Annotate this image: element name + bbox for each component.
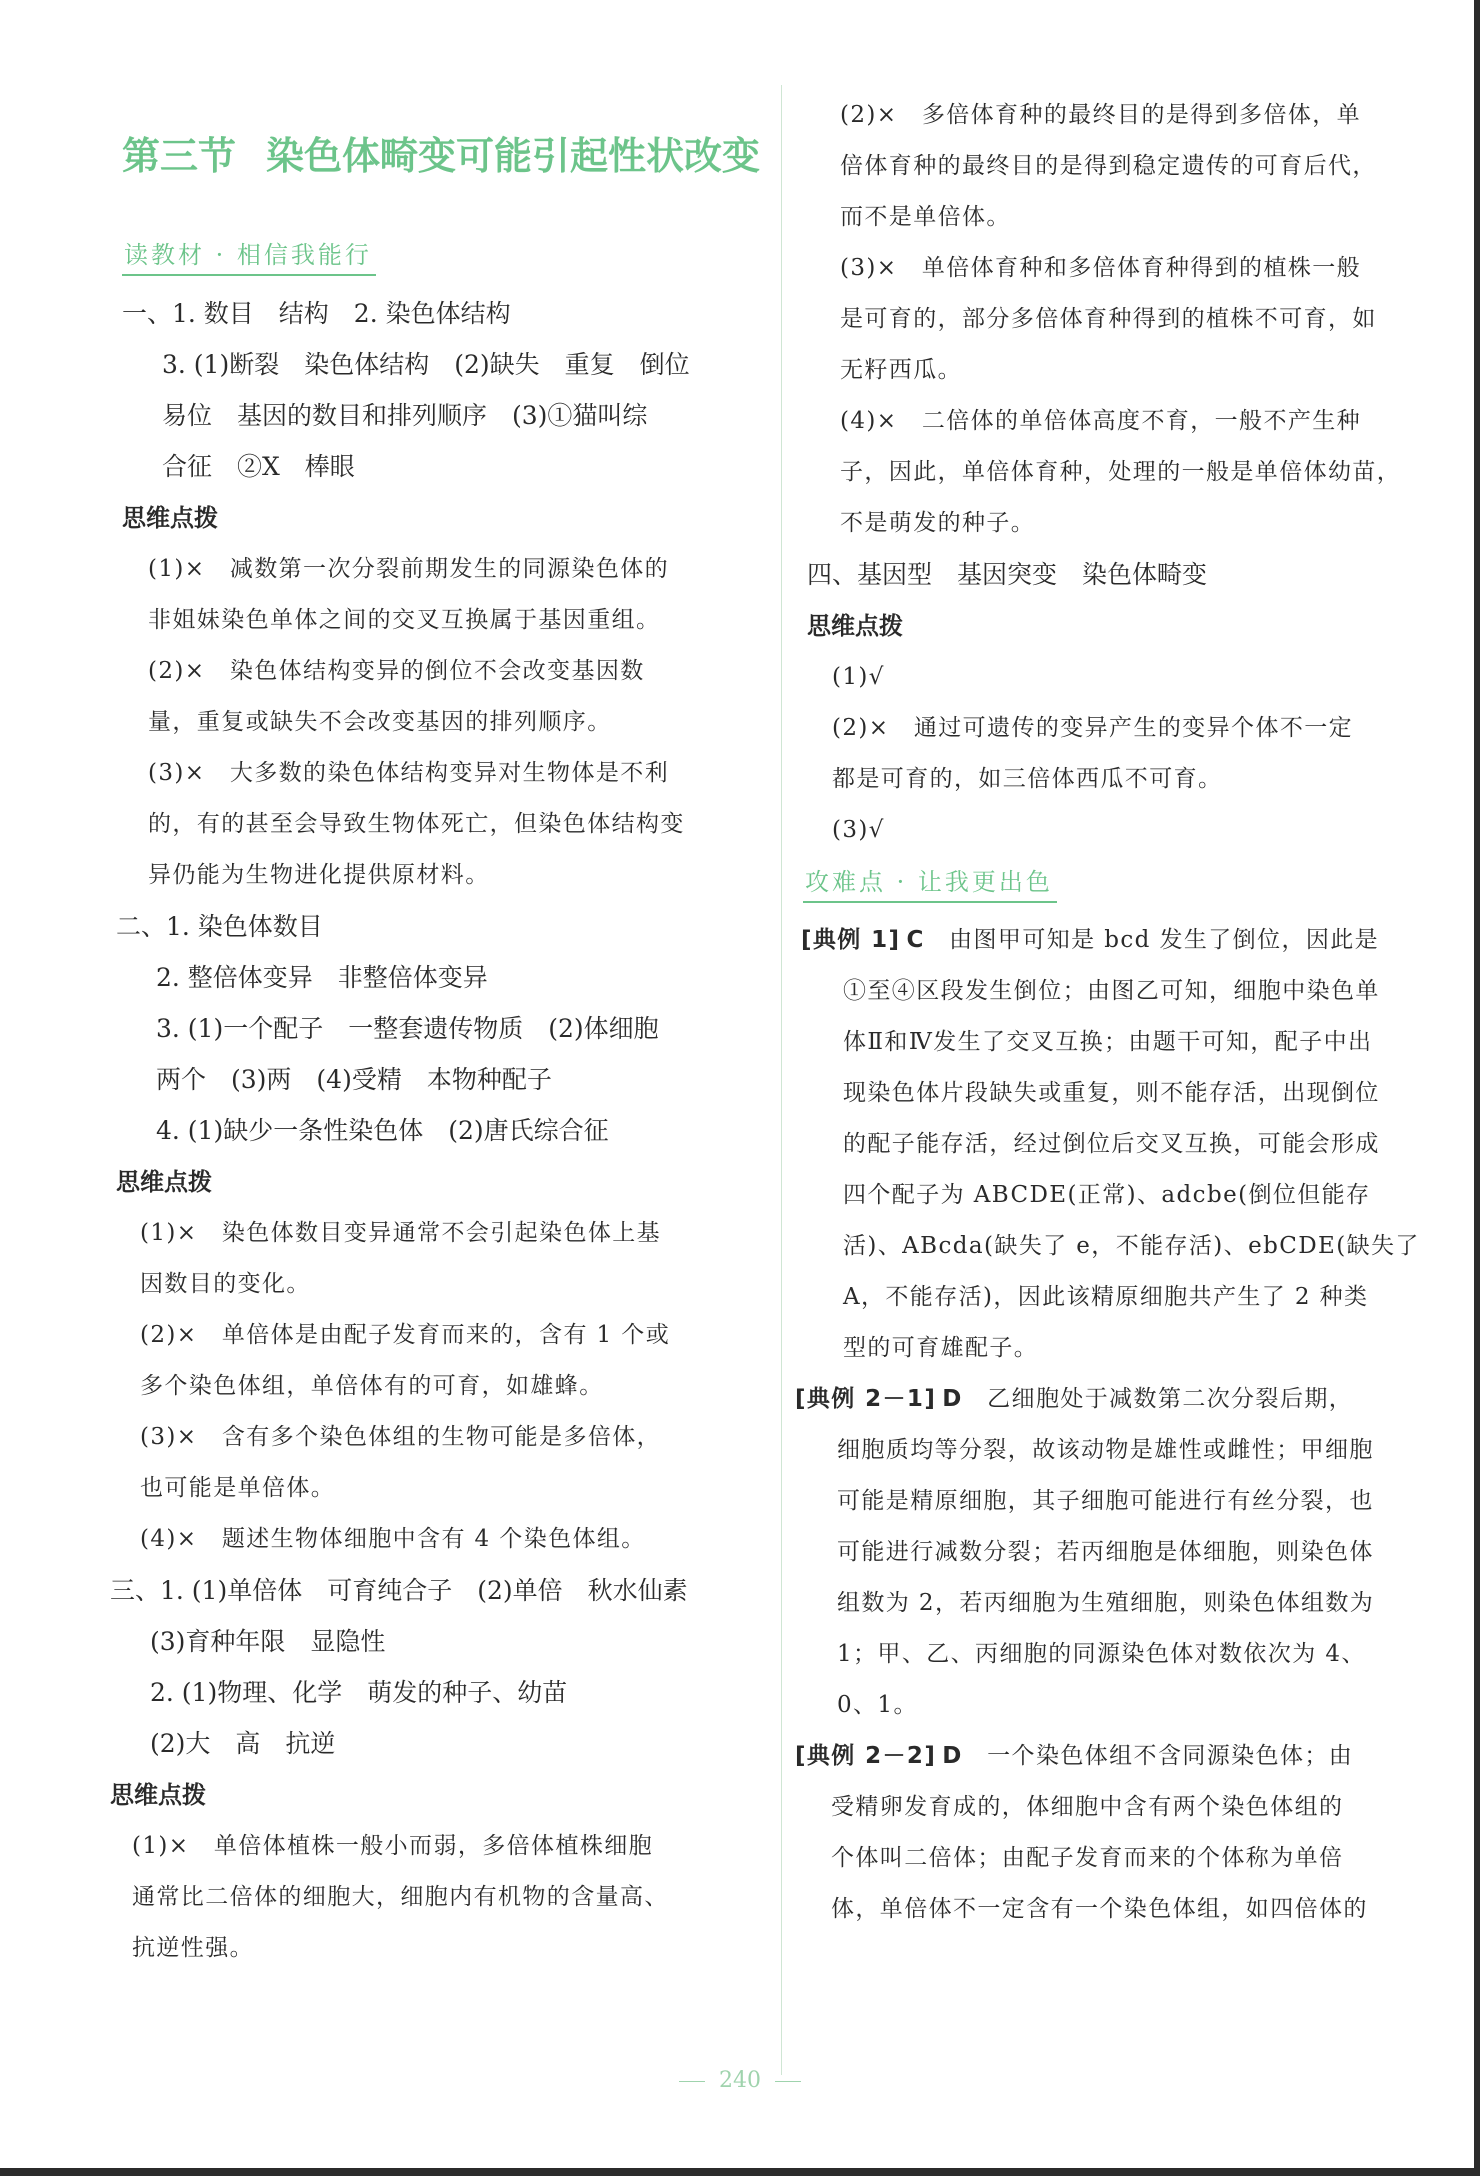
text-line: (1)√ <box>832 664 885 690</box>
text-line: 多个染色体组，单倍体有的可育，如雄蜂。 <box>140 1373 604 1399</box>
text-line: (3)× 大多数的染色体结构变异对生物体是不利 <box>148 760 670 786</box>
example-text: 由图甲可知是 bcd 发生了倒位，因此是 <box>924 927 1380 953</box>
text-line: 的配子能存活，经过倒位后交叉互换，可能会形成 <box>843 1131 1380 1157</box>
example-answer-letter: D <box>942 1743 963 1769</box>
text-line: 倍体育种的最终目的是得到稳定遗传的可育后代， <box>840 153 1377 179</box>
text-line: 非姐妹染色单体之间的交叉互换属于基因重组。 <box>148 607 661 633</box>
column-divider <box>781 85 782 2075</box>
text-line: 四、基因型 基因突变 染色体畸变 <box>807 560 1208 589</box>
text-line: (2)× 染色体结构变异的倒位不会改变基因数 <box>148 658 645 684</box>
example-text: 乙细胞处于减数第二次分裂后期， <box>962 1386 1354 1412</box>
text-line: 异仍能为生物进化提供原材料。 <box>148 862 490 888</box>
text-line: 受精卵发育成的，体细胞中含有两个染色体组的 <box>831 1794 1344 1820</box>
section-title <box>122 125 760 180</box>
text-line: 是可育的，部分多倍体育种得到的植株不可育，如 <box>840 306 1377 332</box>
text-line: 4. (1)缺少一条性染色体 (2)唐氏综合征 <box>156 1116 609 1145</box>
text-line: 抗逆性强。 <box>132 1935 254 1961</box>
text-line: 现染色体片段缺失或重复，则不能存活，出现倒位 <box>843 1080 1380 1106</box>
text-line: 因数目的变化。 <box>140 1271 311 1297</box>
text-line: (1)× 单倍体植株一般小而弱，多倍体植株细胞 <box>132 1833 654 1859</box>
text-line: 0、1。 <box>837 1692 918 1718</box>
example-answer-letter: C <box>906 927 925 953</box>
text-line: 3. (1)一个配子 一整套遗传物质 (2)体细胞 <box>156 1014 659 1043</box>
attack-difficulty-tag: 攻难点 · 让我更出色 <box>803 862 1057 903</box>
text-line: (2)× 多倍体育种的最终目的是得到多倍体，单 <box>840 102 1362 128</box>
text-line: 个体叫二倍体；由配子发育而来的个体称为单倍 <box>831 1845 1344 1871</box>
page-edge-right <box>1474 0 1480 2176</box>
text-line: 型的可育雄配子。 <box>843 1335 1039 1361</box>
text-line: 组数为 2，若丙细胞为生殖细胞，则染色体组数为 <box>837 1590 1375 1616</box>
text-line: 两个 (3)两 (4)受精 本物种配子 <box>156 1065 552 1094</box>
example-text: 一个染色体组不含同源染色体；由 <box>962 1743 1354 1769</box>
text-line: 合征 ②X 棒眼 <box>162 452 355 481</box>
text-line: 三、1. (1)单倍体 可育纯合子 (2)单倍 秋水仙素 <box>110 1576 688 1605</box>
example-answer <box>795 1374 1445 1425</box>
text-line: 易位 基因的数目和排列顺序 (3)①猫叫综 <box>162 401 648 430</box>
subsection-heading: 思维点拨 <box>110 1781 206 1809</box>
text-line: 活)、ABcda(缺失了 e，不能存活)、ebCDE(缺失了 <box>843 1233 1420 1259</box>
text-line: 一、1. 数目 结构 2. 染色体结构 <box>122 299 511 328</box>
right-content <box>795 90 1445 1935</box>
text-line: 2. 整倍体变异 非整倍体变异 <box>156 963 488 992</box>
text-line: (1)× 减数第一次分裂前期发生的同源染色体的 <box>148 556 670 582</box>
text-line: (3)√ <box>832 817 885 843</box>
subsection-heading: 思维点拨 <box>122 504 218 532</box>
subsection-heading: 思维点拨 <box>116 1168 212 1196</box>
text-line: ①至④区段发生倒位；由图乙可知，细胞中染色单 <box>843 978 1380 1004</box>
text-line: 不是萌发的种子。 <box>840 510 1036 536</box>
section-name: 染色体畸变可能引起性状改变 <box>266 133 761 178</box>
example-answer <box>795 1731 1445 1782</box>
text-line: (4)× 题述生物体细胞中含有 4 个染色体组。 <box>140 1526 646 1552</box>
text-line: 子，因此，单倍体育种，处理的一般是单倍体幼苗， <box>840 459 1402 485</box>
example-label: [典例 2－1] <box>795 1386 937 1412</box>
example-label: [典例 2－2] <box>795 1743 937 1769</box>
text-line: 1；甲、乙、丙细胞的同源染色体对数依次为 4、 <box>837 1641 1366 1667</box>
text-line: 二、1. 染色体数目 <box>116 912 323 941</box>
right-column <box>795 90 1445 1935</box>
text-line: 可能进行减数分裂；若丙细胞是体细胞，则染色体 <box>837 1539 1374 1565</box>
page-number-text: 240 <box>719 2068 761 2093</box>
text-line: (3)× 单倍体育种和多倍体育种得到的植株一般 <box>840 255 1362 281</box>
text-line: 2. (1)物理、化学 萌发的种子、幼苗 <box>150 1678 568 1707</box>
text-line: 也可能是单倍体。 <box>140 1475 336 1501</box>
left-content <box>100 288 760 1974</box>
text-line: (3)× 含有多个染色体组的生物可能是多倍体， <box>140 1424 662 1450</box>
text-line: (2)× 单倍体是由配子发育而来的，含有 1 个或 <box>140 1322 671 1348</box>
text-line: (2)× 通过可遗传的变异产生的变异个体不一定 <box>832 715 1354 741</box>
text-line: 无籽西瓜。 <box>840 357 962 383</box>
text-line: 都是可育的，如三倍体西瓜不可育。 <box>832 766 1223 792</box>
left-column <box>100 110 760 1974</box>
example-label: [典例 1] <box>801 927 901 953</box>
text-line: 四个配子为 ABCDE(正常)、adcbe(倒位但能存 <box>843 1182 1371 1208</box>
text-line: (4)× 二倍体的单倍体高度不育，一般不产生种 <box>840 408 1362 434</box>
text-line: (1)× 染色体数目变异通常不会引起染色体上基 <box>140 1220 662 1246</box>
text-line: 细胞质均等分裂，故该动物是雄性或雌性；甲细胞 <box>837 1437 1374 1463</box>
read-textbook-tag: 读教材 · 相信我能行 <box>122 235 376 276</box>
text-line: 量，重复或缺失不会改变基因的排列顺序。 <box>148 709 612 735</box>
text-line: (2)大 高 抗逆 <box>150 1729 336 1758</box>
text-line: 而不是单倍体。 <box>840 204 1011 230</box>
text-line: 通常比二倍体的细胞大，细胞内有机物的含量高、 <box>132 1884 669 1910</box>
example-answer <box>795 915 1445 966</box>
example-answer-letter: D <box>942 1386 963 1412</box>
text-line: 体，单倍体不一定含有一个染色体组，如四倍体的 <box>831 1896 1368 1922</box>
text-line: A，不能存活)，因此该精原细胞共产生了 2 种类 <box>843 1284 1369 1310</box>
text-line: (3)育种年限 显隐性 <box>150 1627 386 1656</box>
page-number <box>0 2068 1480 2093</box>
text-line: 的，有的甚至会导致生物体死亡，但染色体结构变 <box>148 811 685 837</box>
section-number: 第三节 <box>122 133 237 178</box>
text-line: 体Ⅱ和Ⅳ发生了交叉互换；由题干可知，配子中出 <box>843 1029 1373 1055</box>
page-edge-bottom <box>0 2168 1480 2176</box>
text-line: 可能是精原细胞，其子细胞可能进行有丝分裂，也 <box>837 1488 1374 1514</box>
text-line: 3. (1)断裂 染色体结构 (2)缺失 重复 倒位 <box>162 350 690 379</box>
subsection-heading: 思维点拨 <box>807 612 903 640</box>
